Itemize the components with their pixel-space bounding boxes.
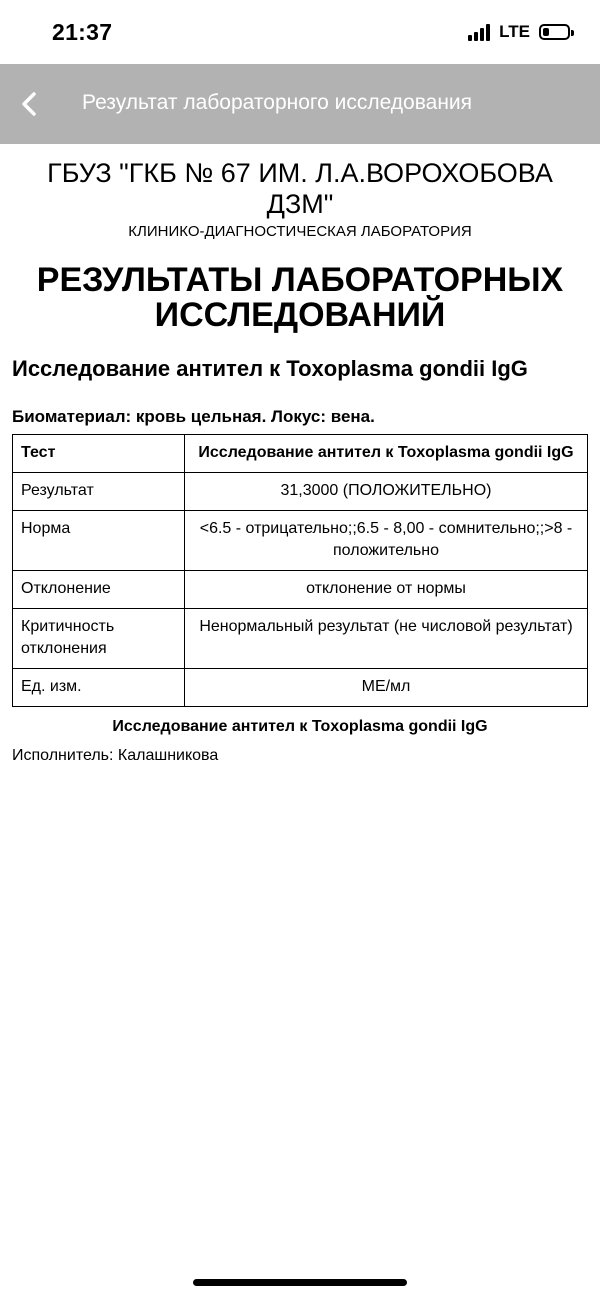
row-label: Критичность отклонения (13, 609, 185, 669)
navigation-bar (0, 64, 600, 144)
test-title: Исследование антител к Toxoplasma gondii IgG (12, 356, 528, 381)
biomaterial: Биоматериал: кровь цельная. Локус: вена. (12, 407, 375, 426)
table-row (13, 511, 588, 571)
row-value: МЕ/мл (185, 669, 588, 707)
row-label: Отклонение (13, 571, 185, 609)
table-caption: Исследование антител к Toxoplasma gondii IgG (112, 718, 488, 735)
back-button[interactable] (14, 86, 48, 122)
chevron-left-icon (14, 86, 48, 122)
row-value: Ненормальный результат (не числовой результат) (185, 609, 588, 669)
table-row (13, 473, 588, 511)
row-value: отклонение от нормы (185, 571, 588, 609)
executor-label: Исполнитель: (12, 747, 114, 764)
status-bar (0, 0, 600, 64)
report-title: РЕЗУЛЬТАТЫ ЛАБОРАТОРНЫХ ИССЛЕДОВАНИЙ (36, 261, 564, 334)
organization-name: ГБУЗ "ГКБ № 67 ИМ. Л.А.ВОРОХОБОВА ДЗМ" (47, 158, 553, 219)
row-label: Ед. изм. (13, 669, 185, 707)
executor-name: Калашникова (117, 747, 219, 764)
battery-level (543, 28, 549, 36)
row-value: <6.5 - отрицательно;;6.5 - 8,00 - сомнительно;;>8 - положительно (185, 511, 588, 571)
table-row (13, 609, 588, 669)
row-label: Норма (13, 511, 185, 571)
row-label: Тест (13, 435, 185, 473)
laboratory-name: КЛИНИКО-ДИАГНОСТИЧЕСКАЯ ЛАБОРАТОРИЯ (128, 223, 472, 240)
signal-icon (468, 24, 492, 41)
table-row (13, 435, 588, 473)
battery-icon (539, 24, 570, 40)
status-indicators (468, 22, 570, 42)
results-table (12, 434, 588, 707)
report-content (12, 144, 588, 765)
home-indicator[interactable] (193, 1279, 407, 1286)
nav-title: Результат лабораторного исследования (82, 91, 473, 114)
status-time: 21:37 (52, 19, 113, 45)
row-value: Исследование антител к Toxoplasma gondii IgG (185, 435, 588, 473)
table-row (13, 669, 588, 707)
network-type: LTE (499, 22, 530, 41)
table-row (13, 571, 588, 609)
executor (12, 747, 588, 765)
row-value: 31,3000 (ПОЛОЖИТЕЛЬНО) (185, 473, 588, 511)
row-label: Результат (13, 473, 185, 511)
